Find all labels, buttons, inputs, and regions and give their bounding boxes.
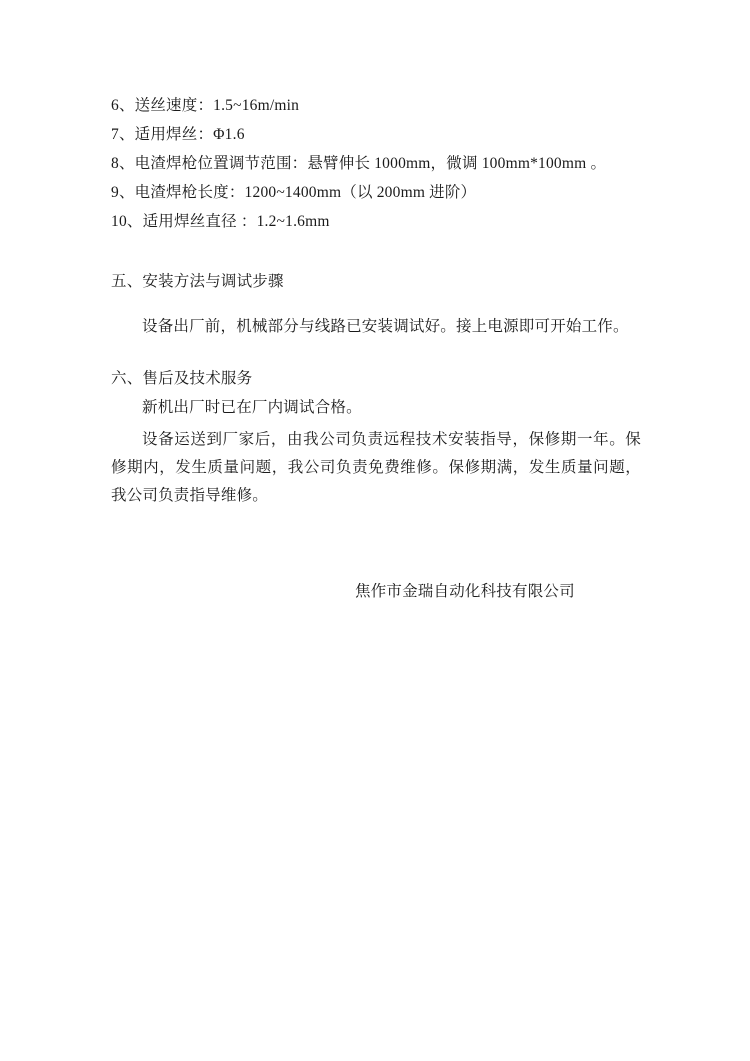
spec-item-gun-position-range: 8、电渣焊枪位置调节范围：悬臂伸长 1000mm，微调 100mm*100mm 。 bbox=[111, 155, 607, 172]
installation-paragraph: 设备出厂前，机械部分与线路已安装调试好。接上电源即可开始工作。 bbox=[142, 318, 629, 335]
spec-item-wire-diameter: 10、适用焊丝直径 ：1.2~1.6mm bbox=[111, 213, 330, 230]
company-signature: 焦作市金瑞自动化科技有限公司 bbox=[355, 583, 575, 600]
spec-item-wire-feed-speed: 6、送丝速度：1.5~16m/min bbox=[111, 97, 300, 114]
section-heading-installation: 五、安装方法与调试步骤 bbox=[111, 273, 284, 290]
spec-item-gun-length: 9、电渣焊枪长度：1200~1400mm（以 200mm 进阶） bbox=[111, 184, 477, 201]
section-heading-after-sales: 六、售后及技术服务 bbox=[111, 370, 253, 387]
after-sales-paragraph-1: 新机出厂时已在厂内调试合格。 bbox=[142, 399, 362, 416]
document-content bbox=[111, 0, 641, 606]
spec-item-applicable-wire: 7、适用焊丝：Φ1.6 bbox=[111, 126, 245, 143]
after-sales-paragraph-2: 设备运送到厂家后，由我公司负责远程技术安装指导，保修期一年。保修期内，发生质量问题，我公司负责免费维修。保修期满，发生质量问题，我公司负责指导维修。 bbox=[111, 431, 641, 504]
